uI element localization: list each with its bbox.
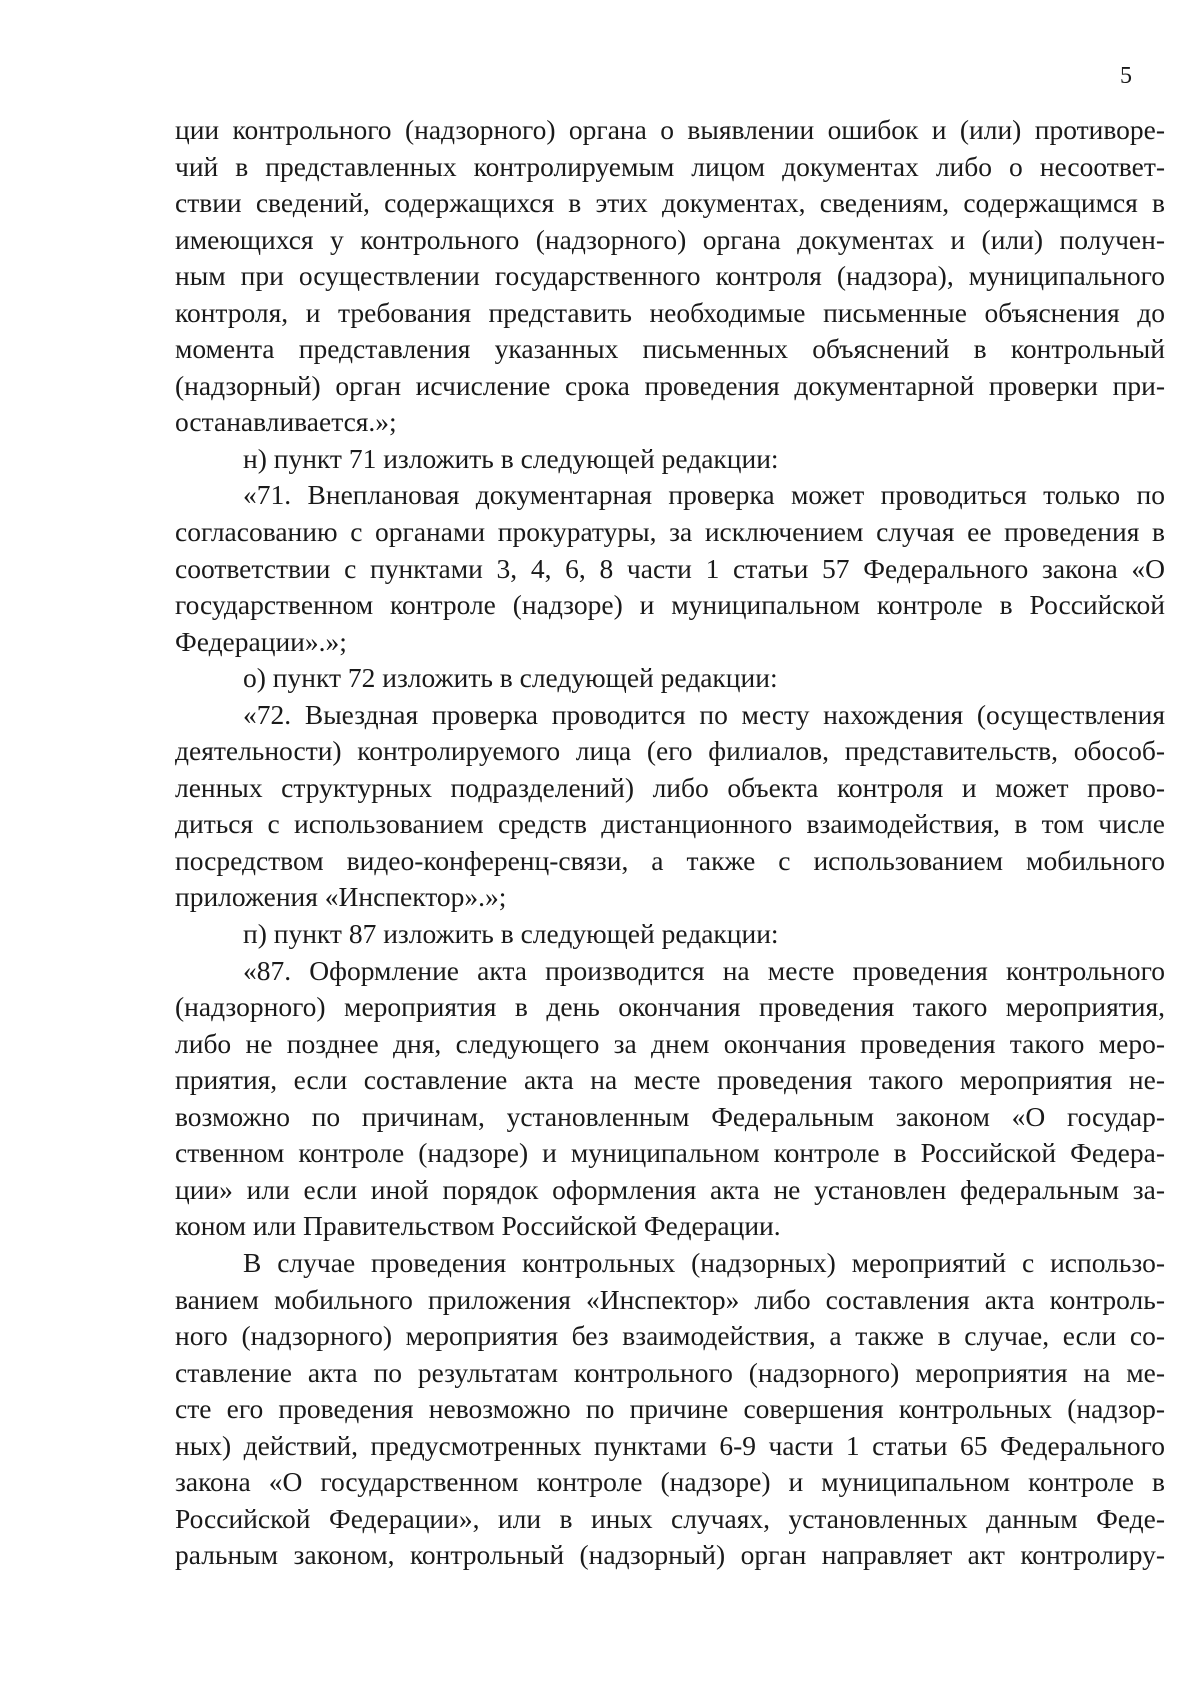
text-line: ции» или если иной порядок оформления акта не установлен федеральным за-: [175, 1173, 1165, 1205]
text-line: согласованию с органами прокуратуры, за исключением случая ее проведения в: [175, 516, 1165, 548]
text-line: приятия, если составление акта на месте проведения такого мероприятия не-: [175, 1064, 1165, 1096]
text-line: либо не позднее дня, следующего за днем окончания проведения такого меро-: [175, 1027, 1165, 1059]
text-line: соответствии с пунктами 3, 4, 6, 8 части 1 статьи 57 Федерального закона «О: [175, 552, 1165, 584]
text-line: ственном контроле (надзоре) и муниципальном контроле в Российской Федера-: [175, 1137, 1165, 1169]
text-line: закона «О государственном контроле (надзоре) и муниципальном контроле в: [175, 1466, 1165, 1498]
text-line: посредством видео-конференц-связи, а также с использованием мобильного: [175, 844, 1165, 876]
text-line: ции контрольного (надзорного) органа о выявлении ошибок и (или) противоре-: [175, 114, 1165, 145]
text-line: ленных структурных подразделений) либо объекта контроля и может прово-: [175, 771, 1165, 803]
text-line: сте его проведения невозможно по причине совершения контрольных (надзор-: [175, 1393, 1165, 1425]
text-line: ванием мобильного приложения «Инспектор» либо составления акта контроль-: [175, 1283, 1165, 1315]
text-line: «72. Выездная проверка проводится по месту нахождения (осуществления: [243, 698, 1165, 730]
text-line: (надзорный) орган исчисление срока проведения документарной проверки при-: [175, 369, 1165, 401]
page-number: 5: [1120, 63, 1132, 89]
text-line: В случае проведения контрольных (надзорных) мероприятий с использо-: [243, 1246, 1165, 1278]
text-line: деятельности) контролируемого лица (его филиалов, представительств, обособ-: [175, 735, 1165, 767]
text-line: контроля, и требования представить необходимые письменные объяснения до: [175, 296, 1165, 328]
text-line: останавливается.»;: [175, 406, 397, 438]
text-line: приложения «Инспектор».»;: [175, 881, 507, 913]
text-line: о) пункт 72 изложить в следующей редакции:: [243, 662, 778, 694]
text-line: ных) действий, предусмотренных пунктами 6-9 части 1 статьи 65 Федерального: [175, 1429, 1165, 1461]
text-line: Федерации».»;: [175, 625, 347, 657]
text-line: н) пункт 71 изложить в следующей редакции:: [243, 442, 779, 474]
text-line: ного (надзорного) мероприятия без взаимодействия, а также в случае, если со-: [175, 1320, 1165, 1352]
text-line: коном или Правительством Российской Федерации.: [175, 1210, 781, 1242]
text-line: ральным законом, контрольный (надзорный) орган направляет акт контролиру-: [175, 1539, 1165, 1571]
text-line: возможно по причинам, установленным Федеральным законом «О государ-: [175, 1100, 1165, 1132]
text-line: ставление акта по результатам контрольного (надзорного) мероприятия на ме-: [175, 1356, 1165, 1388]
text-line: государственном контроле (надзоре) и муниципальном контроле в Российской: [175, 589, 1165, 621]
text-line: ным при осуществлении государственного контроля (надзора), муниципального: [175, 260, 1165, 292]
text-line: (надзорного) мероприятия в день окончания проведения такого мероприятия,: [175, 991, 1165, 1023]
text-line: «87. Оформление акта производится на месте проведения контрольного: [243, 954, 1165, 986]
text-line: п) пункт 87 изложить в следующей редакции:: [243, 918, 779, 950]
text-line: ствии сведений, содержащихся в этих документах, сведениям, содержащимся в: [175, 187, 1165, 219]
document-body: [175, 112, 1165, 1574]
text-line: момента представления указанных письменных объяснений в контрольный: [175, 333, 1165, 365]
text-line: имеющихся у контрольного (надзорного) органа документах и (или) получен-: [175, 223, 1165, 255]
text-line: диться с использованием средств дистанционного взаимодействия, в том числе: [175, 808, 1165, 840]
text-line: Российской Федерации», или в иных случаях, установленных данным Феде-: [175, 1502, 1165, 1534]
text-line: «71. Внеплановая документарная проверка может проводиться только по: [243, 479, 1165, 511]
text-line: чий в представленных контролируемым лицом документах либо о несоответ-: [175, 150, 1165, 182]
